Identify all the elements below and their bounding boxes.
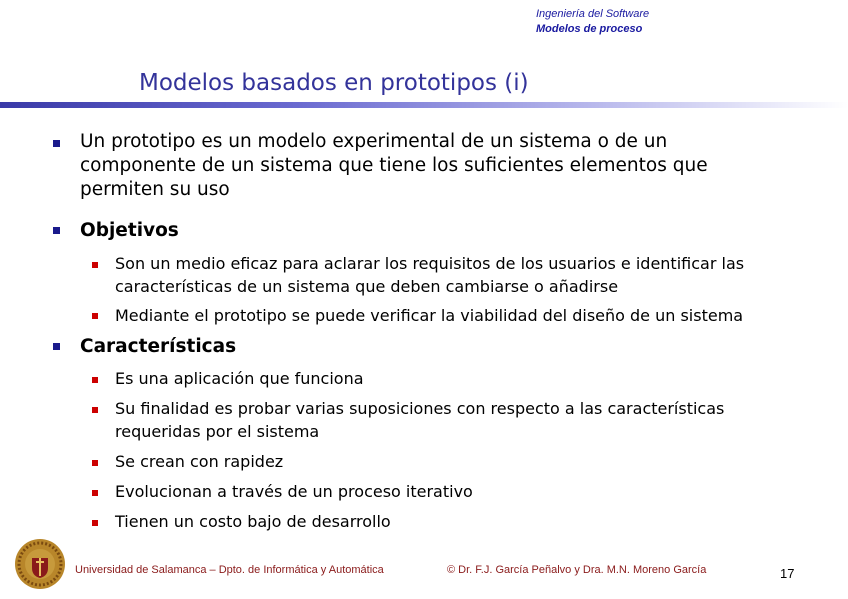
sub-bullet-item: Se crean con rapidez bbox=[115, 452, 284, 471]
bullet-prototype-definition: Un prototipo es un modelo experimental de un sistema o de un componente de un sistema que tiene los suficientes elementos que permiten su uso bbox=[80, 131, 708, 200]
university-seal-icon bbox=[14, 538, 66, 590]
sub-bullet-marker bbox=[92, 407, 98, 413]
slide-title: Modelos basados en prototipos (i) bbox=[139, 70, 529, 96]
footer-copyright: © Dr. F.J. García Peñalvo y Dra. M.N. Moreno García bbox=[447, 564, 707, 576]
bullet-caracteristicas: Características bbox=[80, 336, 237, 357]
section-name: Modelos de proceso bbox=[536, 23, 643, 35]
header-course-block bbox=[536, 7, 649, 37]
sub-bullet-item: Tienen un costo bajo de desarrollo bbox=[115, 512, 391, 531]
sub-bullet-item: Su finalidad es probar varias suposiciones con respecto a las características requeridas por el sistema bbox=[115, 399, 725, 441]
footer-institution: Universidad de Salamanca – Dpto. de Informática y Automática bbox=[75, 564, 384, 576]
sub-bullet-item: Son un medio eficaz para aclarar los requisitos de los usuarios e identificar las características de un sistema que deben cambiarse o añadirse bbox=[115, 254, 745, 296]
page-number: 17 bbox=[780, 566, 795, 581]
sub-bullet-marker bbox=[92, 313, 98, 319]
sub-bullet-item: Mediante el prototipo se puede verificar la viabilidad del diseño de un sistema bbox=[115, 306, 744, 325]
sub-bullet-marker bbox=[92, 460, 98, 466]
bullet-marker bbox=[53, 343, 60, 350]
bullet-objetivos: Objetivos bbox=[80, 220, 179, 241]
sub-bullet-item: Evolucionan a través de un proceso iterativo bbox=[115, 482, 473, 501]
title-underline bbox=[0, 102, 848, 108]
bullet-marker bbox=[53, 140, 60, 147]
sub-bullet-marker bbox=[92, 262, 98, 268]
sub-bullet-marker bbox=[92, 520, 98, 526]
course-name: Ingeniería del Software bbox=[536, 8, 650, 20]
sub-bullet-marker bbox=[92, 377, 98, 383]
sub-bullet-marker bbox=[92, 490, 98, 496]
sub-bullet-item: Es una aplicación que funciona bbox=[115, 369, 364, 388]
bullet-marker bbox=[53, 227, 60, 234]
